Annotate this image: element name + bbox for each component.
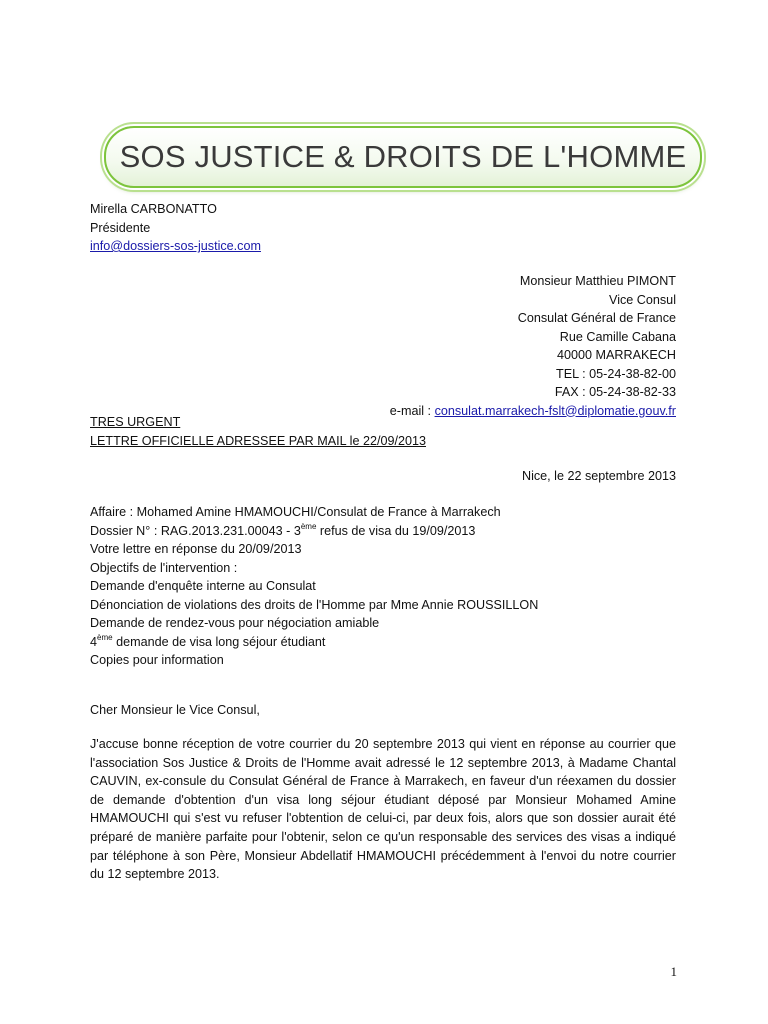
recipient-email-label: e-mail :: [389, 403, 435, 418]
urgent-line-2: LETTRE OFFICIELLE ADRESSEE PAR MAIL le 22/09/2013: [90, 433, 426, 448]
recipient-organization: Consulat Général de France: [517, 311, 676, 325]
organization-banner: [104, 126, 702, 188]
recipient-name: Monsieur Matthieu PIMONT: [519, 274, 676, 288]
objective-3: Demande de rendez-vous pour négociation amiable: [90, 616, 380, 630]
subject-copies: Copies pour information: [90, 653, 224, 667]
objective-4-superscript: ème: [97, 632, 113, 642]
recipient-block: [90, 272, 676, 420]
objective-1: Demande d'enquête interne au Consulat: [90, 579, 316, 593]
subject-affaire: Affaire : Mohamed Amine HMAMOUCHI/Consulat de France à Marrakech: [90, 505, 501, 519]
recipient-email-link[interactable]: consulat.marrakech-fslt@diplomatie.gouv.fr: [434, 403, 676, 418]
letter-date: Nice, le 22 septembre 2013: [521, 469, 676, 483]
recipient-city: 40000 MARRAKECH: [557, 348, 676, 362]
sender-role: Présidente: [90, 220, 151, 235]
subject-votre-lettre: Votre lettre en réponse du 20/09/2013: [90, 542, 302, 556]
greeting-text: Cher Monsieur le Vice Consul,: [90, 703, 260, 717]
recipient-tel: TEL : 05-24-38-82-00: [556, 366, 676, 381]
objective-4-text: demande de visa long séjour étudiant: [112, 634, 326, 649]
recipient-street: Rue Camille Cabana: [559, 329, 676, 344]
dossier-superscript: ème: [300, 521, 317, 531]
sender-name: Mirella CARBONATTO: [90, 202, 217, 216]
urgent-notice: [90, 413, 676, 450]
date-line: [90, 467, 676, 486]
greeting: [90, 701, 676, 720]
objective-4-number: 4: [90, 634, 98, 649]
subject-block: [90, 503, 676, 670]
subject-dossier: [90, 522, 676, 541]
urgent-line-1: TRES URGENT: [90, 415, 181, 429]
recipient-title: Vice Consul: [609, 292, 676, 307]
page-number: 1: [670, 964, 677, 979]
dossier-suffix: refus de visa du 19/09/2013: [316, 523, 476, 538]
banner-title: SOS JUSTICE & DROITS DE L'HOMME: [119, 139, 687, 174]
objective-2: Dénonciation de violations des droits de l'Homme par Mme Annie ROUSSILLON: [90, 597, 539, 612]
sender-block: [90, 200, 676, 256]
objective-4: [90, 633, 676, 652]
sender-email-link[interactable]: info@dossiers-sos-justice.com: [90, 239, 261, 253]
recipient-fax: FAX : 05-24-38-82-33: [554, 385, 676, 399]
body-paragraph: J'accuse bonne réception de votre courrier du 20 septembre 2013 qui vient en réponse au courrier que l'association Sos Justice & Droits de l'Homme avait adressé le 12 septembre 2013, à Madame Chantal CAUVIN, ex-consule du Consulat Général de France à Marrakech, en faveur d'un réexamen du dossier de demande d'obtention d'un visa long séjour étudiant déposé par Monsieur Mohamed Amine HMAMOUCHI qui s'est vu refuser l'obtention de celui-ci, par deux fois, alors que son dossier aurait été préparé de manière parfaite pour l'obtenir, selon ce qu'un responsable des services des visas a indiqué par téléphone à son Père, Monsieur Abdellatif HMAMOUCHI précédemment à l'envoi du notre courrier du 12 septembre 2013.: [90, 737, 676, 882]
subject-objectifs: Objectifs de l'intervention :: [90, 560, 238, 575]
dossier-prefix: Dossier N° : RAG.2013.231.00043 - 3: [90, 523, 301, 538]
